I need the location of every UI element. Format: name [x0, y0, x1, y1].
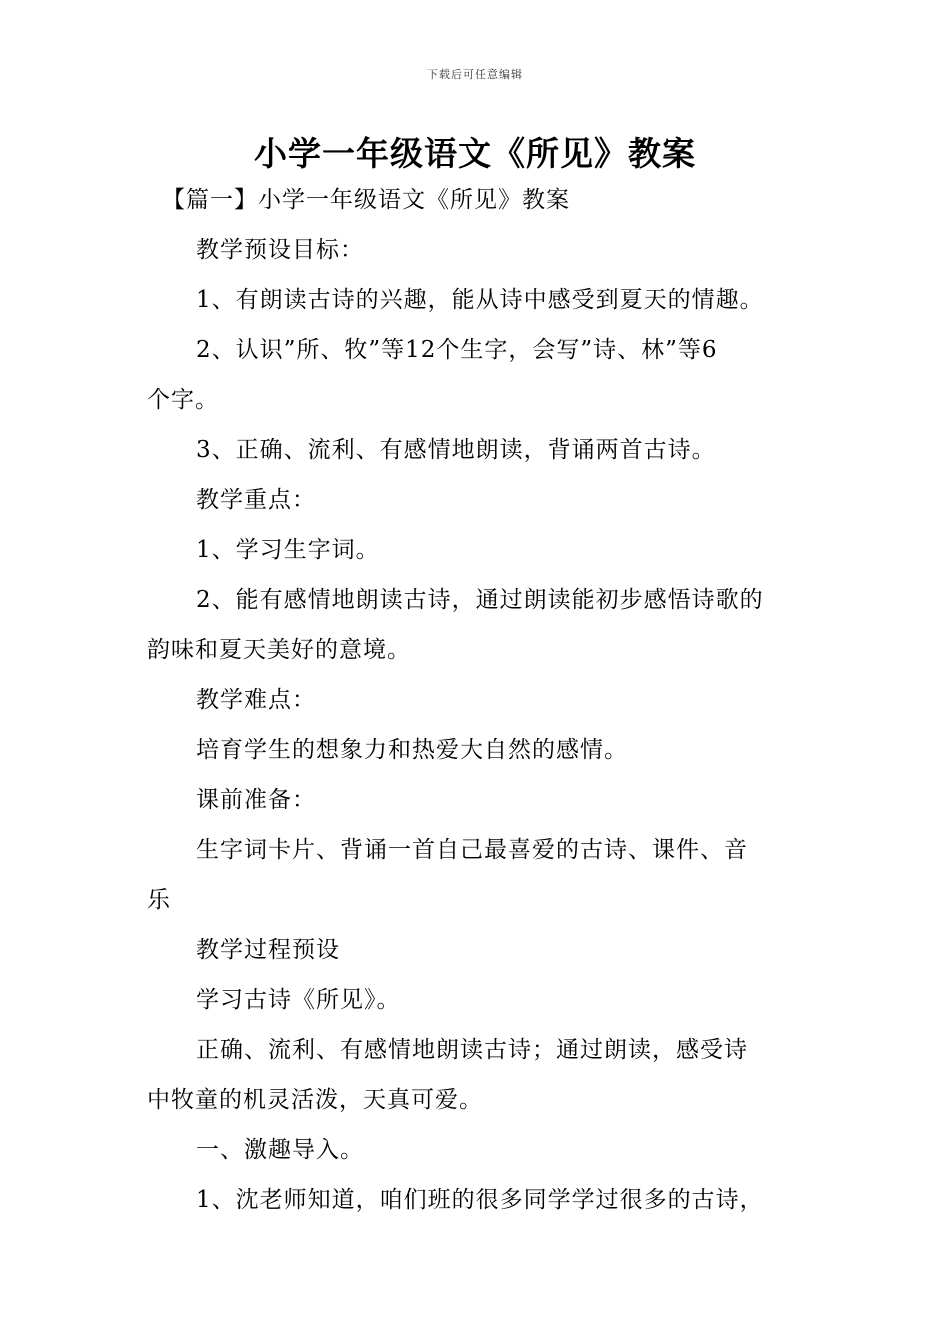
paragraph-line: 学习古诗《所见》。	[196, 987, 401, 1013]
paragraph-line: 2、认识”所、牧”等12个生字，会写”诗、林”等6	[196, 337, 718, 363]
paragraph-line: 1、学习生字词。	[196, 537, 380, 563]
paragraph-line: 中牧童的机灵活泼，天真可爱。	[147, 1087, 483, 1113]
paragraph-line: 教学难点：	[196, 687, 316, 713]
paragraph-line: 1、有朗读古诗的兴趣，能从诗中感受到夏天的情趣。	[196, 287, 764, 313]
paragraph-line: 培育学生的想象力和热爱大自然的感情。	[196, 737, 628, 763]
page-header-note: 下载后可任意编辑	[427, 68, 523, 81]
paragraph-line: 3、正确、流利、有感情地朗读，背诵两首古诗。	[196, 437, 716, 463]
paragraph-line: 乐	[147, 887, 171, 913]
paragraph-line: 教学过程预设	[196, 937, 340, 963]
paragraph-line: 个字。	[147, 387, 219, 413]
section-heading: 【篇一】小学一年级语文《所见》教案	[162, 187, 570, 213]
document-title: 小学一年级语文《所见》教案	[254, 134, 696, 173]
paragraph-line: 课前准备：	[196, 787, 316, 813]
paragraph-line: 1、沈老师知道，咱们班的很多同学学过很多的古诗，	[196, 1187, 764, 1213]
paragraph-line: 生字词卡片、背诵一首自己最喜爱的古诗、课件、音	[196, 837, 748, 863]
paragraph-line: 正确、流利、有感情地朗读古诗；通过朗读，感受诗	[196, 1037, 748, 1063]
paragraph-line: 教学重点：	[196, 487, 316, 513]
paragraph-line: 一、激趣导入。	[196, 1137, 364, 1163]
paragraph-line: 韵味和夏天美好的意境。	[147, 637, 411, 663]
paragraph-line: 2、能有感情地朗读古诗，通过朗读能初步感悟诗歌的	[196, 587, 764, 613]
paragraph-line: 教学预设目标：	[196, 237, 364, 263]
